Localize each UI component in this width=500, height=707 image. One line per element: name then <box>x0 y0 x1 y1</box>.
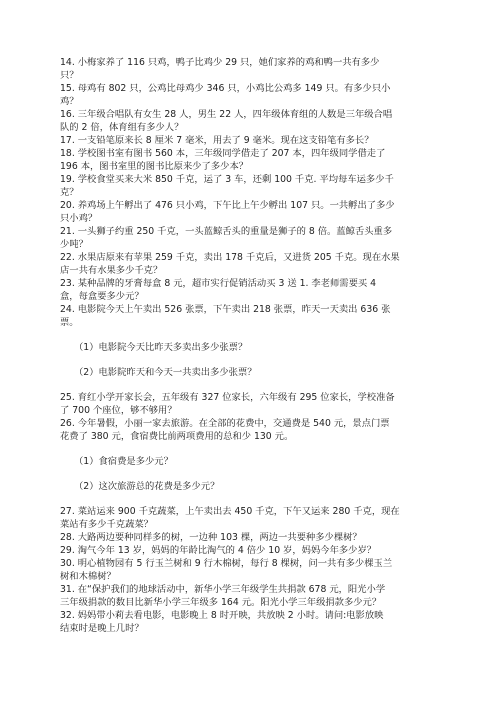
text-line: 花费了 380 元，食宿费比前两项费用的总和少 130 元。 <box>60 431 294 442</box>
text-line: 25. 育红小学开家长会，五年级有 327 位家长，六年级有 295 位家长，学校准备 <box>60 392 395 403</box>
text-line: 盒，每盒要多少元？ <box>60 291 144 302</box>
spacer <box>60 379 422 391</box>
problems-27-32 <box>60 505 422 635</box>
text-line: 结束时是晚上几时？ <box>60 623 144 634</box>
text-line: 15. 母鸡有 802 只，公鸡比母鸡少 346 只，小鸡比公鸡多 149 只。有多少只小 <box>60 83 391 94</box>
text-line: 20. 养鸡场上午孵出了 476 只小鸡，下午比上午少孵出 107 只。一共孵出了多少 <box>60 200 395 211</box>
text-line: 14. 小梅家养了 116 只鸡，鸭子比鸡少 29 只，她们家养的鸡和鸭一共有多少 <box>60 57 380 68</box>
text-line: 树和木棉树？ <box>60 571 116 582</box>
text-line: 鸡？ <box>60 96 79 107</box>
text-line: 22. 水果店原来有苹果 259 千克，卖出 178 千克后，又进货 205 千克。现在水果 <box>60 252 400 263</box>
text-line: 26. 今年暑假，小丽一家去旅游。在全部的花费中，交通费是 540 元，景点门票 <box>60 418 390 429</box>
text-line: 19. 学校食堂买来大米 850 千克，运了 3 车，还剩 100 千克. 平均每车运多少千 <box>60 174 394 185</box>
problems-14-24 <box>60 56 422 329</box>
text-line: 23. 某种品牌的牙膏每盒 8 元，超市实行促销活动买 3 送 1. 李老师需要买 4 <box>60 278 377 289</box>
document-page <box>60 56 422 635</box>
problems-25-26 <box>60 391 422 443</box>
sub-question: （1）电影院今天比昨天多卖出多少张票？ <box>74 342 248 353</box>
sub-question: （2）电影院昨天和今天一共卖出多少张票？ <box>74 367 257 378</box>
text-line: 票。 <box>60 317 79 328</box>
text-line: 24. 电影院今天上午卖出 526 张票，下午卖出 218 张票，昨天一天卖出 636 张 <box>60 304 391 315</box>
spacer <box>60 329 422 341</box>
text-line: 三年级捐款的数目比新华小学三年级多 164 元。阳光小学三年级捐款多少元？ <box>60 597 382 608</box>
sub-question: （2）这次旅游总的花费是多少元？ <box>74 481 220 492</box>
text-line: 21. 一头狮子约重 250 千克，一头蓝鲸舌头的重量是狮子的 8 倍。蓝鲸舌头重多 <box>60 226 393 237</box>
text-line: 27. 菜站运来 900 千克蔬菜，上午卖出去 450 千克，下午又运来 280 千克，现在 <box>60 506 400 517</box>
text-line: 18. 学校图书室有图书 560 本，三年级同学借走了 207 本，四年级同学借走了 <box>60 148 386 159</box>
text-line: 16. 三年级合唱队有女生 28 人，男生 22 人，四年级体育组的人数是三年级合唱 <box>60 109 393 120</box>
text-line: 了 700 个座位，够不够用？ <box>60 405 177 416</box>
spacer <box>60 443 422 455</box>
text-line: 队的 2 倍，体育组有多少人？ <box>60 122 184 133</box>
spacer <box>60 493 422 505</box>
text-line: 31. 在“保护我们的地球活动中，新华小学三年级学生共捐款 678 元，阳光小学 <box>60 584 386 595</box>
text-line: 28. 大路两边要种同样多的树，一边种 103 棵，两边一共要种多少棵树？ <box>60 532 362 543</box>
sub-question: （1）食宿费是多少元？ <box>74 456 173 467</box>
text-line: 只？ <box>60 70 79 81</box>
text-line: 克？ <box>60 187 79 198</box>
text-line: 30. 明心植物园有 5 行玉兰树和 9 行木棉树，每行 8 棵树，问一共有多少棵玉兰 <box>60 558 393 569</box>
text-line: 店一共有水果多少千克？ <box>60 265 163 276</box>
text-line: 196 本，图书室里的图书比原来少了多少本？ <box>60 161 249 172</box>
text-line: 少吨？ <box>60 239 88 250</box>
text-line: 32. 妈妈带小莉去看电影，电影晚上 8 时开映，共放映 2 小时。请问:电影放映 <box>60 610 384 621</box>
text-line: 只小鸡？ <box>60 213 98 224</box>
spacer <box>60 468 422 480</box>
text-line: 菜站有多少千克蔬菜？ <box>60 519 153 530</box>
spacer <box>60 354 422 366</box>
text-line: 17. 一支铅笔原来长 8 厘米 7 毫米，用去了 9 毫米。现在这支铅笔有多长？ <box>60 135 374 146</box>
text-line: 29. 淘气今年 13 岁，妈妈的年龄比淘气的 4 倍少 10 岁，妈妈今年多少岁？ <box>60 545 377 556</box>
